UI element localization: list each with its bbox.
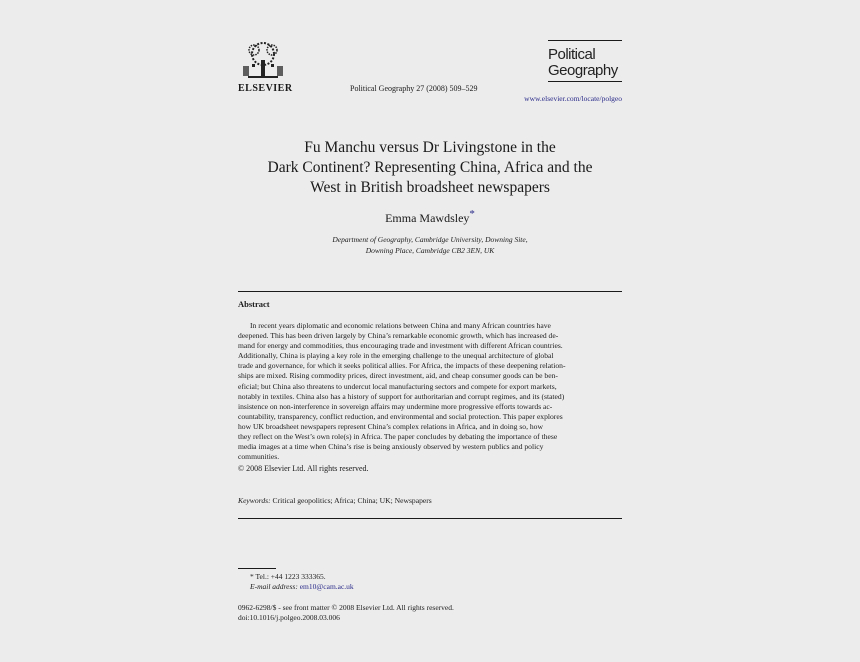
abstract-line: ships are mixed. Rising commodity prices, direct investment, aid, and cheap consumer goods can be ben- (238, 371, 558, 381)
elsevier-logo (238, 40, 293, 96)
abstract-line: communities. (238, 452, 280, 462)
email-link[interactable]: em10@cam.ac.uk (299, 582, 354, 591)
journal-name-line1: Political (548, 46, 596, 63)
footnote-rule (238, 568, 276, 569)
author-footnote-link[interactable]: * (469, 208, 475, 220)
keywords-label: Keywords: (238, 496, 271, 505)
abstract-text (238, 321, 622, 474)
abstract-line: deepened. This has been driven largely by China’s remarkable economic growth, which has increased de- (238, 331, 559, 341)
footnote-email (238, 582, 354, 592)
keywords (238, 496, 432, 505)
affiliation-line: Department of Geography, Cambridge University, Downing Site, (332, 235, 528, 244)
author-affiliation (238, 234, 622, 256)
journal-name-line2: Geography (548, 62, 618, 79)
author-text: Emma Mawdsley (385, 211, 470, 225)
author-footnote (238, 572, 354, 592)
abstract-line: mand for energy and commodities, thus encouraging trade and investment with different African countries. (238, 341, 563, 351)
abstract-line: In recent years diplomatic and economic relations between China and many African countries have (250, 321, 551, 330)
abstract-line: eficial; but China also threatens to undercut local manufacturing sectors and compete for export markets, (238, 381, 557, 391)
title-line: Fu Manchu versus Dr Livingstone in the (304, 139, 556, 156)
email-label: E-mail address: (250, 582, 298, 591)
author-name (238, 208, 622, 226)
keywords-list: Critical geopolitics; Africa; China; UK; Newspapers (272, 496, 432, 505)
abstract-line: countability, transparency, conflict reduction, and environmental and social protection. This paper explores (238, 411, 563, 421)
publisher-name: ELSEVIER (238, 83, 293, 94)
abstract-line: insistence on non-interference in sovereign affairs may undermine more progressive efforts towards ac- (238, 401, 553, 411)
front-matter (238, 603, 454, 623)
title-line: Dark Continent? Representing China, Africa and the (267, 159, 593, 176)
abstract-heading: Abstract (238, 299, 270, 309)
issn-line: 0962-6298/$ - see front matter © 2008 Elsevier Ltd. All rights reserved. (238, 603, 454, 612)
abstract-line: they reflect on the West’s own role(s) in Africa. The paper concludes by debating the importance of these (238, 432, 558, 442)
doi-line[interactable]: doi:10.1016/j.polgeo.2008.03.006 (238, 613, 340, 622)
journal-url-link[interactable]: www.elsevier.com/locate/polgeo (524, 94, 622, 103)
abstract-bottom-rule (238, 518, 622, 519)
abstract-top-rule (238, 291, 622, 292)
brand-bottom-rule (548, 81, 622, 82)
title-line: West in British broadsheet newspapers (310, 179, 550, 196)
abstract-line: how UK broadsheet newspapers represent China’s complex relations in Africa, and in doing so, how (238, 421, 543, 431)
article-title (238, 138, 622, 198)
brand-top-rule (548, 40, 622, 41)
copyright-notice: © 2008 Elsevier Ltd. All rights reserved. (238, 464, 369, 474)
footnote-telephone: * Tel.: +44 1223 333365. (250, 572, 326, 581)
abstract-line: notably in textiles. China also has a history of support for authoritarian and corrupt regimes, and its (stated) (238, 391, 565, 401)
journal-brand (548, 40, 622, 82)
journal-citation: Political Geography 27 (2008) 509–529 (350, 84, 478, 93)
abstract-line: trade and governance, for which it seeks political allies. For Africa, the impacts of these deepening relation- (238, 361, 566, 371)
elsevier-tree-icon (240, 40, 286, 82)
abstract-line: Additionally, China is playing a key role in the emerging challenge to the unequal architecture of global (238, 351, 554, 361)
abstract-line: media images at a time when China’s rise is being anxiously observed by western publics and policy (238, 442, 544, 452)
affiliation-line: Downing Place, Cambridge CB2 3EN, UK (365, 246, 495, 255)
